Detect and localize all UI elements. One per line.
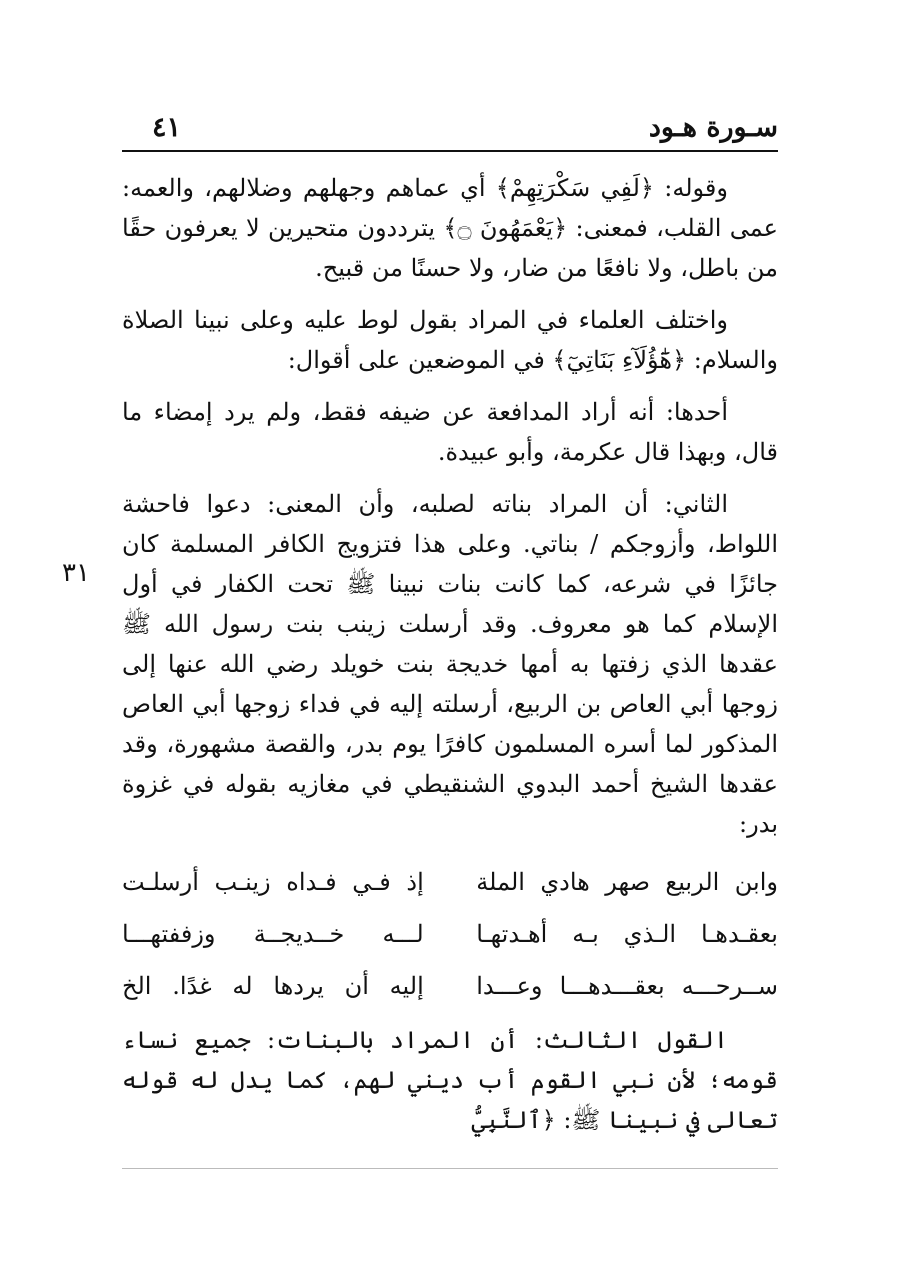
paragraph-1: وقوله: ﴿لَفِي سَكْرَتِهِمْ﴾ أي عماهم وجهلهم وضلالهم، والعمه: عمى القلب، فمعنى: ﴿يَعْمَهُونَ ۝﴾ يترددون متحيرين لا يعرفون حقًا من باطل، ولا نافعًا من ضار، ولا حسنًا من قبيح. bbox=[122, 174, 778, 282]
margin-page-reference: ٣١ bbox=[62, 558, 90, 588]
page-number: ٤١ bbox=[152, 112, 182, 143]
paragraph-4: الثاني: أن المراد بناته لصلبه، وأن المعنى: دعوا فاحشة اللواط، وأزوجكم / بناتي. وعلى هذا فتزويج الكافر المسلمة كان جائزًا في شرعه، كما كانت بنات نبينا ﷺ تحت الكفار في أول الإسلام كما هو معروف. وقد أرسلت زينب بنت رسول الله ﷺ عقدها الذي زفتها به أمها خديجة بنت خويلد رضي الله عنها إلى زوجها أبي العاص بن الربيع، أرسلته إليه في فداء زوجها أبي العاص المذكور لما أسره المسلمون كافرًا يوم بدر، والقصة مشهورة، وقد عقدها الشيخ أحمد البدوي الشنقيطي في مغازيه بقوله في غزوة بدر: bbox=[122, 490, 778, 838]
poem-verses bbox=[122, 856, 778, 1012]
page-header bbox=[122, 108, 778, 152]
verse-first-hemistich: بعقـدهـا الـذي بـه أهـدتهـا bbox=[476, 920, 778, 948]
bottom-rule bbox=[122, 1168, 778, 1169]
verse-second-hemistich: إليه أن يردها له غدًا. الخ bbox=[122, 972, 424, 1000]
paragraph-closing: القول الثالث: أن المراد بالبنات: جميع نساء قومه؛ لأن نبي القوم أب ديني لهم، كما يدل له قوله تعالى في نبينا ﷺ: ﴿ٱلنَّبِيُّ bbox=[122, 1026, 778, 1134]
verse-second-hemistich: لـــه خــديجــة وزففتهـــا bbox=[122, 920, 424, 948]
surah-title: سـورة هـود bbox=[648, 112, 778, 143]
verse-first-hemistich: وابن الربيع صهر هادي الملة bbox=[476, 868, 778, 896]
body-text bbox=[122, 168, 778, 1152]
paragraph-2: واختلف العلماء في المراد بقول لوط عليه وعلى نبينا الصلاة والسلام: ﴿هَٰٓؤُلَآءِ بَنَاتِيٓ﴾ في الموضعين على أقوال: bbox=[122, 306, 778, 374]
verse-first-hemistich: ســرحـــه بعقـــدهـــا وعـــدا bbox=[476, 972, 778, 1000]
verse-row bbox=[122, 908, 778, 960]
paragraph-3: أحدها: أنه أراد المدافعة عن ضيفه فقط، ولم يرد إمضاء ما قال، وبهذا قال عكرمة، وأبو عبيدة. bbox=[122, 398, 778, 466]
verse-row bbox=[122, 856, 778, 908]
verse-second-hemistich: إذ فـي فـداه زينـب أرسلـت bbox=[122, 868, 424, 896]
verse-row bbox=[122, 960, 778, 1012]
